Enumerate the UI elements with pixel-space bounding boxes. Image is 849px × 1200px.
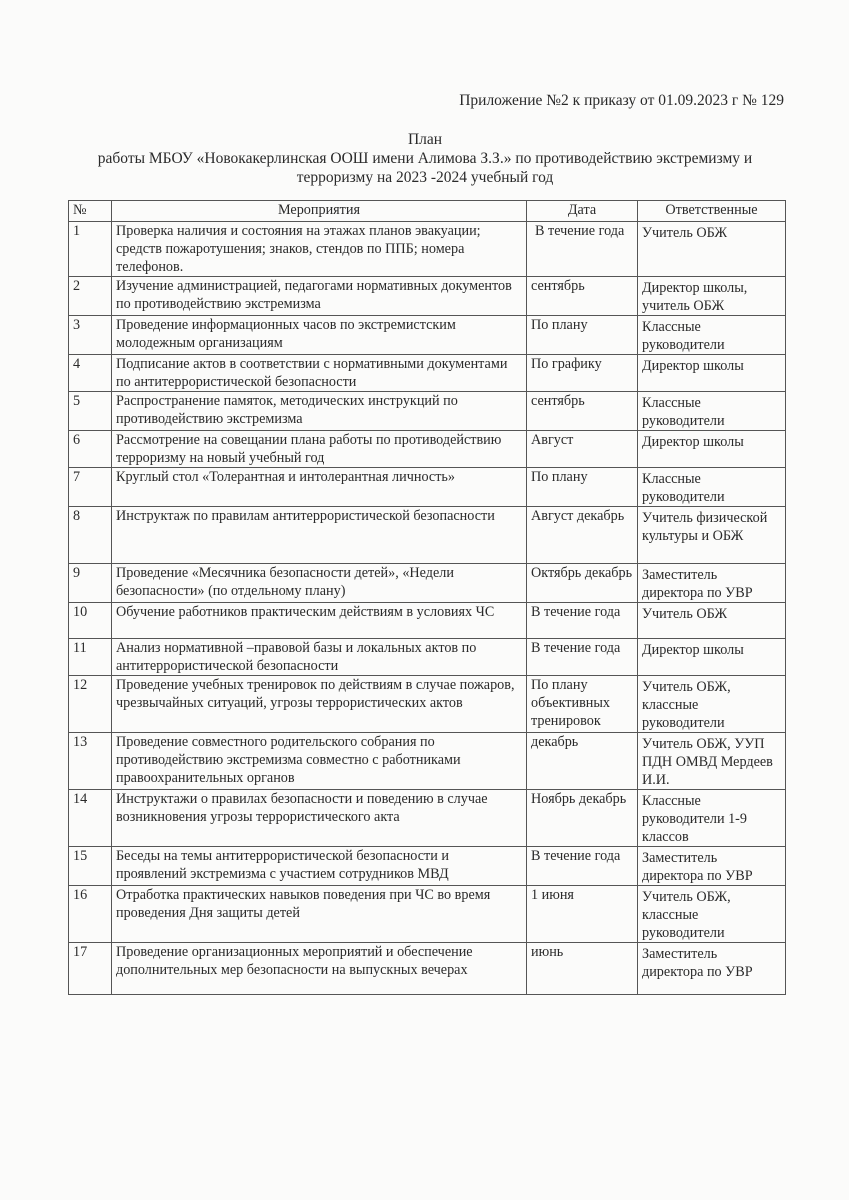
row-event: Проведение совместного родительского собрания по противодействию экстремизма совместно с работниками правоохранительных органов (112, 733, 527, 790)
row-number: 12 (69, 676, 112, 733)
row-event: Проведение учебных тренировок по действиям в случае пожаров, чрезвычайных ситуаций, угрозы террористических актов (112, 676, 527, 733)
row-date: сентябрь (527, 277, 638, 316)
row-number: 8 (69, 507, 112, 564)
header-responsible: Ответственные (638, 201, 786, 222)
row-responsible: Классные руководители (638, 316, 786, 355)
table-row (69, 431, 786, 468)
table-row (69, 733, 786, 790)
row-responsible: Учитель ОБЖ (638, 603, 786, 639)
row-date: декабрь (527, 733, 638, 790)
row-date: сентябрь (527, 392, 638, 431)
document-subtitle-line1: работы МБОУ «Новокакерлинская ООШ имени Алимова З.З.» по противодействию экстремизму и (97, 150, 753, 167)
table-row (69, 392, 786, 431)
row-event: Инструктажи о правилах безопасности и поведению в случае возникновения угрозы террористического акта (112, 790, 527, 847)
table-row (69, 676, 786, 733)
table-row (69, 603, 786, 639)
header-date: Дата (527, 201, 638, 222)
row-responsible: Учитель физической культуры и ОБЖ (638, 507, 786, 564)
row-event: Беседы на темы антитеррористической безопасности и проявлений экстремизма с участием сотрудников МВД (112, 847, 527, 886)
row-date: июнь (527, 943, 638, 995)
row-responsible: Заместитель директора по УВР (638, 564, 786, 603)
row-date: Ноябрь декабрь (527, 790, 638, 847)
row-date: Октябрь декабрь (527, 564, 638, 603)
table-row (69, 564, 786, 603)
table-header-row (69, 201, 786, 222)
row-responsible: Учитель ОБЖ, УУП ПДН ОМВД Мердеев И.И. (638, 733, 786, 790)
row-number: 14 (69, 790, 112, 847)
row-responsible: Директор школы, учитель ОБЖ (638, 277, 786, 316)
table-row (69, 355, 786, 392)
row-number: 7 (69, 468, 112, 507)
row-number: 3 (69, 316, 112, 355)
row-responsible: Директор школы (638, 355, 786, 392)
row-responsible: Директор школы (638, 639, 786, 676)
row-event: Распространение памяток, методических инструкций по противодействию экстремизма (112, 392, 527, 431)
header-events: Мероприятия (112, 201, 527, 222)
table-row (69, 790, 786, 847)
row-date: По графику (527, 355, 638, 392)
row-number: 4 (69, 355, 112, 392)
row-event: Отработка практических навыков поведения при ЧС во время проведения Дня защиты детей (112, 886, 527, 943)
row-number: 5 (69, 392, 112, 431)
annex-reference: Приложение №2 к приказу от 01.09.2023 г № 129 (459, 92, 784, 109)
row-number: 1 (69, 222, 112, 277)
row-responsible: Классные руководители (638, 468, 786, 507)
row-number: 2 (69, 277, 112, 316)
row-date: 1 июня (527, 886, 638, 943)
row-responsible: Директор школы (638, 431, 786, 468)
row-responsible: Учитель ОБЖ, классные руководители (638, 676, 786, 733)
row-date: По плану объективных тренировок (527, 676, 638, 733)
row-number: 13 (69, 733, 112, 790)
header-number: № (69, 201, 112, 222)
document-subtitle-line2: терроризму на 2023 -2024 учебный год (296, 169, 554, 186)
row-event: Круглый стол «Толерантная и интолерантная личность» (112, 468, 527, 507)
row-event: Проведение информационных часов по экстремистским молодежным организациям (112, 316, 527, 355)
row-number: 16 (69, 886, 112, 943)
row-date: Август декабрь (527, 507, 638, 564)
table-row (69, 468, 786, 507)
row-date: В течение года (527, 639, 638, 676)
row-date: В течение года (527, 847, 638, 886)
row-event: Проведение «Месячника безопасности детей», «Недели безопасности» (по отдельному плану) (112, 564, 527, 603)
table-row (69, 943, 786, 995)
row-responsible: Заместитель директора по УВР (638, 943, 786, 995)
table-row (69, 886, 786, 943)
row-responsible: Учитель ОБЖ (638, 222, 786, 277)
row-number: 15 (69, 847, 112, 886)
row-event: Обучение работников практическим действиям в условиях ЧС (112, 603, 527, 639)
row-event: Проверка наличия и состояния на этажах планов эвакуации; средств пожаротушения; знаков, стендов по ППБ; номера телефонов. (112, 222, 527, 277)
row-event: Рассмотрение на совещании плана работы по противодействию терроризму на новый учебный год (112, 431, 527, 468)
row-number: 6 (69, 431, 112, 468)
table-row (69, 316, 786, 355)
row-event: Проведение организационных мероприятий и обеспечение дополнительных мер безопасности на выпускных вечерах (112, 943, 527, 995)
row-date: Август (527, 431, 638, 468)
row-number: 10 (69, 603, 112, 639)
row-responsible: Учитель ОБЖ, классные руководители (638, 886, 786, 943)
plan-table (68, 200, 786, 995)
row-date: В течение года (527, 222, 638, 277)
document-title: План (407, 131, 443, 148)
row-event: Инструктаж по правилам антитеррористической безопасности (112, 507, 527, 564)
row-date: В течение года (527, 603, 638, 639)
table-row (69, 847, 786, 886)
table-row (69, 639, 786, 676)
row-date: По плану (527, 316, 638, 355)
row-event: Подписание актов в соответствии с нормативными документами по антитеррористической безопасности (112, 355, 527, 392)
row-number: 17 (69, 943, 112, 995)
row-event: Изучение администрацией, педагогами нормативных документов по противодействию экстремизма (112, 277, 527, 316)
table-row (69, 222, 786, 277)
row-number: 11 (69, 639, 112, 676)
row-responsible: Заместитель директора по УВР (638, 847, 786, 886)
table-row (69, 277, 786, 316)
row-responsible: Классные руководители 1-9 классов (638, 790, 786, 847)
row-date: По плану (527, 468, 638, 507)
row-event: Анализ нормативной –правовой базы и локальных актов по антитеррористической безопасности (112, 639, 527, 676)
row-responsible: Классные руководители (638, 392, 786, 431)
row-number: 9 (69, 564, 112, 603)
table-row (69, 507, 786, 564)
